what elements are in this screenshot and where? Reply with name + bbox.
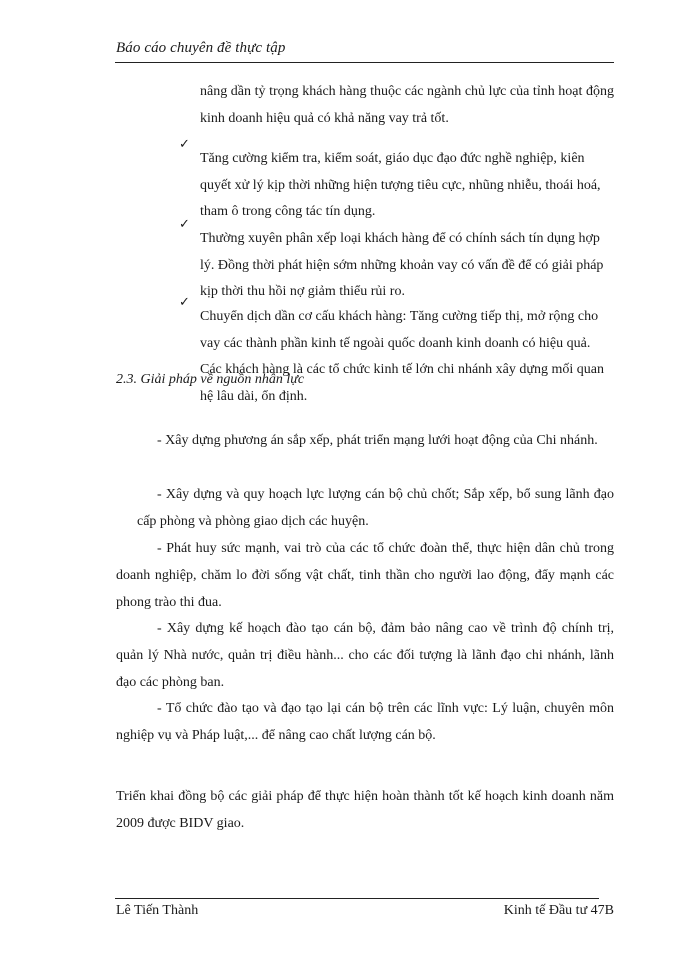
continuation-paragraph <box>200 78 614 132</box>
footer-divider <box>115 898 599 899</box>
section-item-text: - Xây dựng phương án sắp xếp, phát triển mạng lưới hoạt động của Chi nhánh. <box>157 433 598 448</box>
bullet-item <box>179 290 614 424</box>
section-item-text: - Xây dựng và quy hoạch lực lượng cán bộ chủ chốt; Sắp xếp, bổ sung lãnh đạo cấp phòng và phòng giao dịch các huyện. <box>137 487 614 529</box>
section-item <box>116 535 614 616</box>
section-item <box>116 427 614 454</box>
header-divider <box>115 62 614 63</box>
check-icon: ✓ <box>179 217 190 232</box>
closing-paragraph <box>116 783 614 837</box>
check-icon: ✓ <box>179 137 190 152</box>
section-heading: 2.3. Giải pháp về nguồn nhân lực <box>116 372 305 387</box>
section-item <box>116 481 614 535</box>
page-header-title: Báo cáo chuyên đề thực tập <box>116 40 286 56</box>
section-item <box>116 695 614 749</box>
section-item-text: - Xây dựng kế hoạch đào tạo cán bộ, đảm bảo nâng cao về trình độ chính trị, quản lý Nhà nước, quản trị điều hành... cho các đối tượng là lãnh đạo chi nhánh, lãnh đạo các phòng ban. <box>116 621 614 690</box>
bullet-text: Chuyển dịch dần cơ cấu khách hàng: Tăng cường tiếp thị, mở rộng cho vay các thành phần kinh tế ngoài quốc doanh kinh doanh có hiệu quả. Các khách hàng là các tổ chức kinh tế lớn chi nhánh xây dựng mối quan hệ lâu dài, ổn định. <box>200 309 604 404</box>
footer-author: Lê Tiến Thành <box>116 903 199 918</box>
section-item-text: - Tổ chức đào tạo và đạo tạo lại cán bộ trên các lĩnh vực: Lý luận, chuyên môn nghiệp vụ và Pháp luật,... để nâng cao chất lượng cán bộ. <box>116 701 614 743</box>
bullet-text: Tăng cường kiểm tra, kiểm soát, giáo dục đạo đức nghề nghiệp, kiên quyết xử lý kịp thời những hiện tượng tiêu cực, nhũng nhiễu, thoái hoá, tham ô trong công tác tín dụng. <box>200 151 601 219</box>
section-item <box>116 615 614 696</box>
bullet-text: Thường xuyên phân xếp loại khách hàng để có chính sách tín dụng hợp lý. Đồng thời phát hiện sớm những khoản vay có vấn đề để có giải pháp kịp thời thu hồi nợ giảm thiểu rủi ro. <box>200 231 604 299</box>
footer-class: Kinh tế Đầu tư 47B <box>503 903 614 918</box>
section-item-text: - Phát huy sức mạnh, vai trò của các tổ chức đoàn thể, thực hiện dân chủ trong doanh nghiệp, chăm lo đời sống vật chất, tinh thần cho người lao động, đẩy mạnh các phong trào thi đua. <box>116 541 614 610</box>
check-icon: ✓ <box>179 295 190 310</box>
continuation-text: nâng dần tỷ trọng khách hàng thuộc các ngành chủ lực của tỉnh hoạt động kinh doanh hiệu quả có khả năng vay trả tốt. <box>200 84 614 126</box>
closing-text: Triển khai đồng bộ các giải pháp để thực hiện hoàn thành tốt kế hoạch kinh doanh năm 2009 được BIDV giao. <box>116 789 614 831</box>
